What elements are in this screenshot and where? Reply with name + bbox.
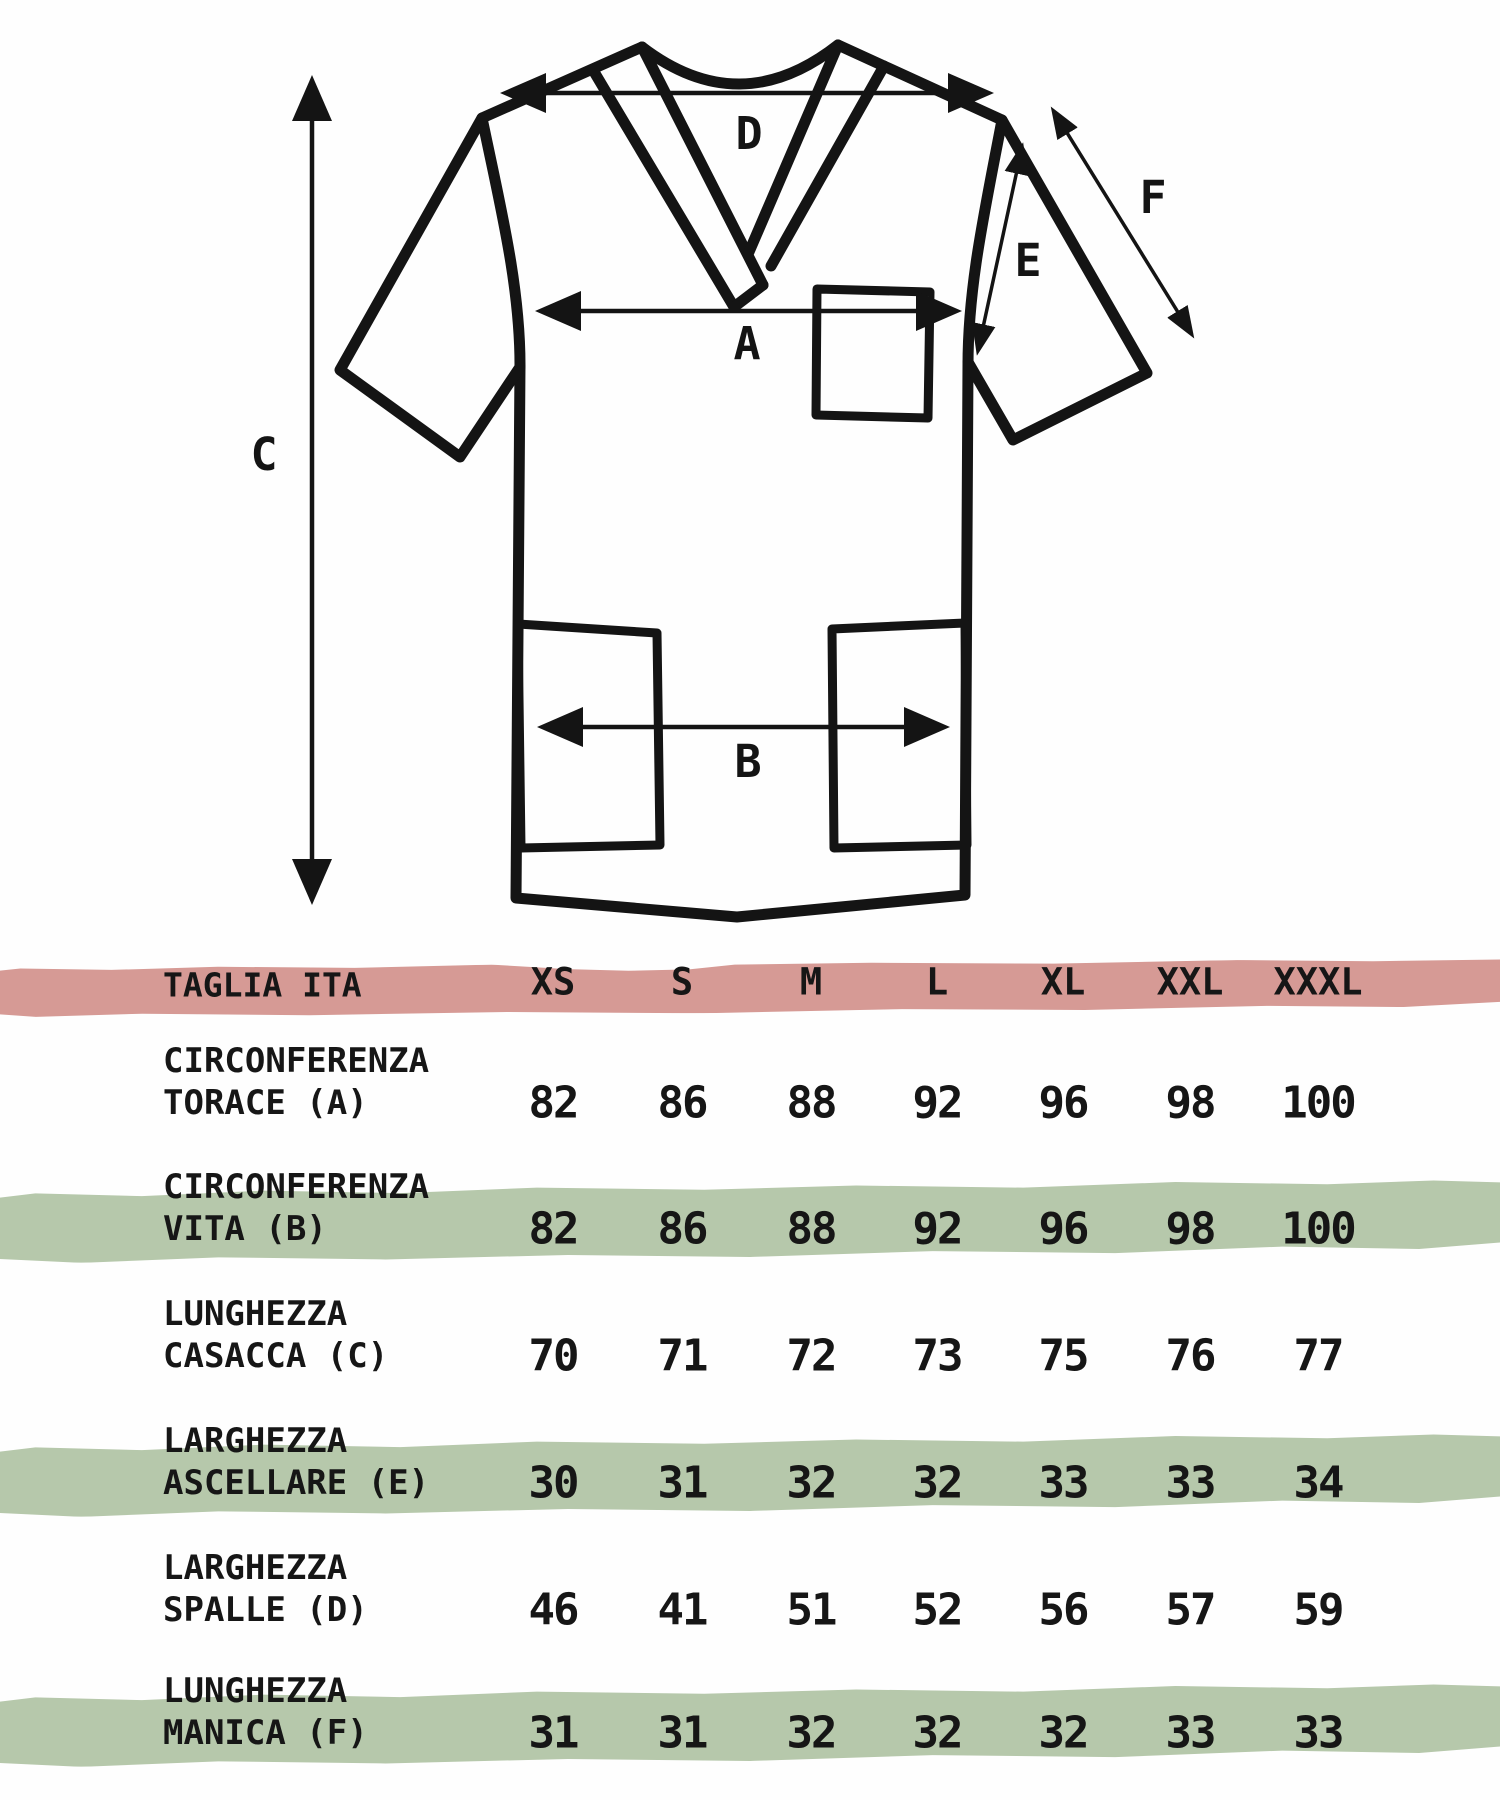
measure-label-line2: CASACCA (C)	[163, 1336, 389, 1376]
size-column-header: M	[799, 960, 823, 1004]
size-value-cell: 46	[528, 1584, 578, 1636]
neckband-left-tip	[734, 285, 763, 307]
sleeve-length-arrow	[1056, 115, 1189, 330]
measure-label-line2: ASCELLARE (E)	[163, 1463, 430, 1503]
table-header-label: TAGLIA ITA	[163, 965, 362, 1005]
size-value-cell: 32	[1038, 1707, 1088, 1759]
size-column-header: L	[925, 960, 949, 1004]
label-sleeve-f: F	[1139, 171, 1167, 224]
size-value-cell: 82	[528, 1077, 578, 1129]
size-value-cell: 70	[528, 1330, 578, 1382]
size-value-cell: 32	[912, 1707, 962, 1759]
size-value-cell: 31	[657, 1707, 707, 1759]
size-value-cell: 71	[657, 1330, 707, 1382]
label-chest-a: A	[733, 317, 761, 370]
size-value-cell: 92	[912, 1077, 962, 1129]
bottom-left-pocket	[518, 624, 660, 848]
measure-label-line2: VITA (B)	[163, 1209, 327, 1249]
size-value-cell: 96	[1038, 1203, 1088, 1255]
label-shoulder-d: D	[735, 107, 763, 160]
measure-label-line1: CIRCONFERENZA	[163, 1041, 430, 1081]
measure-label-line1: LARGHEZZA	[163, 1548, 348, 1588]
size-value-cell: 72	[786, 1330, 836, 1382]
measure-label-line1: LUNGHEZZA	[163, 1294, 348, 1334]
size-value-cell: 98	[1165, 1203, 1215, 1255]
size-value-cell: 51	[786, 1584, 836, 1636]
bottom-right-pocket	[832, 623, 967, 848]
size-value-cell: 31	[657, 1457, 707, 1509]
size-value-cell: 32	[786, 1707, 836, 1759]
size-value-cell: 57	[1165, 1584, 1215, 1636]
size-value-cell: 88	[786, 1203, 836, 1255]
size-value-cell: 30	[528, 1457, 578, 1509]
measure-label-line2: TORACE (A)	[163, 1083, 368, 1123]
size-value-cell: 73	[912, 1330, 962, 1382]
size-value-cell: 33	[1293, 1707, 1343, 1759]
label-waist-b: B	[734, 735, 762, 788]
size-value-cell: 32	[786, 1457, 836, 1509]
size-column-header: S	[670, 960, 694, 1004]
size-value-cell: 92	[912, 1203, 962, 1255]
size-value-cell: 33	[1165, 1457, 1215, 1509]
measure-label-line1: CIRCONFERENZA	[163, 1167, 430, 1207]
size-value-cell: 77	[1293, 1330, 1343, 1382]
size-column-header: XXXL	[1273, 960, 1363, 1004]
size-value-cell: 41	[657, 1584, 707, 1636]
size-value-cell: 32	[912, 1457, 962, 1509]
size-value-cell: 31	[528, 1707, 578, 1759]
size-value-cell: 86	[657, 1077, 707, 1129]
size-value-cell: 33	[1038, 1457, 1088, 1509]
size-value-cell: 52	[912, 1584, 962, 1636]
size-value-cell: 98	[1165, 1077, 1215, 1129]
size-value-cell: 100	[1281, 1077, 1355, 1129]
measure-label-line2: MANICA (F)	[163, 1713, 368, 1753]
measure-label-line1: LARGHEZZA	[163, 1421, 348, 1461]
size-value-cell: 96	[1038, 1077, 1088, 1129]
size-value-cell: 76	[1165, 1330, 1215, 1382]
size-value-cell: 34	[1293, 1457, 1343, 1509]
size-value-cell: 75	[1038, 1330, 1088, 1382]
size-column-header: XL	[1040, 960, 1086, 1004]
label-length-c: C	[250, 428, 278, 481]
measure-label-line2: SPALLE (D)	[163, 1590, 368, 1630]
size-column-header: XS	[530, 960, 576, 1004]
size-value-cell: 59	[1293, 1584, 1343, 1636]
size-value-cell: 86	[657, 1203, 707, 1255]
size-value-cell: 82	[528, 1203, 578, 1255]
size-value-cell: 100	[1281, 1203, 1355, 1255]
label-armhole-e: E	[1014, 234, 1042, 287]
size-value-cell: 33	[1165, 1707, 1215, 1759]
size-value-cell: 88	[786, 1077, 836, 1129]
measure-label-line1: LUNGHEZZA	[163, 1671, 348, 1711]
size-column-header: XXL	[1156, 960, 1224, 1004]
chest-pocket	[816, 289, 930, 418]
size-value-cell: 56	[1038, 1584, 1088, 1636]
